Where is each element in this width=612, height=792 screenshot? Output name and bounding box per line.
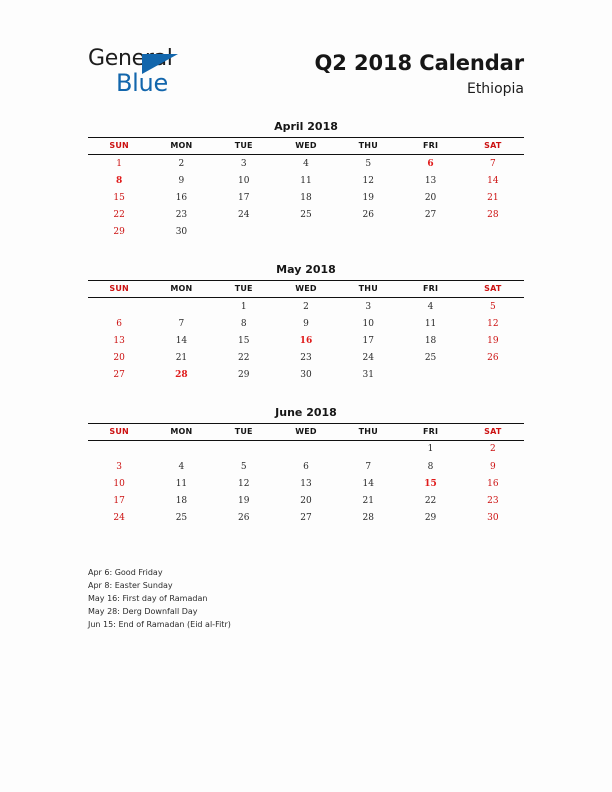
- month-block: [88, 406, 524, 527]
- day-cell[interactable]: 8: [240, 318, 247, 329]
- day-cell[interactable]: 13: [300, 478, 312, 489]
- day-cell[interactable]: 7: [489, 158, 496, 169]
- week-row: [88, 315, 524, 332]
- logo-text-general: General: [88, 46, 173, 71]
- day-cell[interactable]: 29: [113, 227, 125, 238]
- day-cell-empty: [88, 440, 150, 458]
- day-cell-empty: [213, 224, 275, 241]
- day-cell[interactable]: 14: [362, 478, 374, 489]
- day-cell[interactable]: 18: [300, 192, 312, 203]
- calendar-months: [88, 120, 524, 549]
- day-cell[interactable]: 7: [365, 461, 372, 472]
- day-cell[interactable]: 10: [362, 318, 374, 329]
- holiday-entry: Jun 15: End of Ramadan (Eid al-Fitr): [88, 620, 231, 629]
- day-cell[interactable]: 23: [487, 496, 499, 507]
- day-cell[interactable]: 16: [299, 335, 313, 346]
- day-cell[interactable]: 5: [240, 461, 247, 472]
- day-cell[interactable]: 27: [300, 513, 312, 524]
- month-title: April 2018: [274, 120, 338, 133]
- weekday-header-thu: THU: [337, 423, 399, 440]
- weekday-header-tue: TUE: [213, 423, 275, 440]
- day-cell[interactable]: 10: [113, 478, 125, 489]
- month-block: [88, 263, 524, 384]
- weekday-header-sat: SAT: [462, 280, 524, 297]
- day-cell[interactable]: 12: [487, 318, 499, 329]
- day-cell[interactable]: 12: [237, 478, 250, 489]
- day-cell[interactable]: 21: [362, 496, 374, 507]
- weekday-header-sun: SUN: [88, 138, 150, 155]
- day-cell[interactable]: 15: [424, 478, 437, 489]
- day-cell[interactable]: 2: [303, 301, 309, 312]
- day-cell[interactable]: 30: [175, 227, 188, 238]
- holiday-legend: [88, 566, 468, 631]
- weekday-header-wed: WED: [275, 423, 337, 440]
- weekday-header-row: [88, 138, 524, 155]
- week-row: [88, 207, 524, 224]
- day-cell-empty: [150, 297, 212, 315]
- weekday-header-row: [88, 423, 524, 440]
- week-row: [88, 475, 524, 492]
- weekday-header-wed: WED: [275, 280, 337, 297]
- day-cell[interactable]: 22: [424, 496, 437, 507]
- day-cell[interactable]: 15: [237, 335, 250, 346]
- week-row: [88, 492, 524, 509]
- day-cell[interactable]: 16: [175, 192, 188, 203]
- month-grid: [88, 280, 524, 384]
- page-subtitle-country: Ethiopia: [466, 81, 524, 97]
- week-row: [88, 350, 524, 367]
- weekday-header-fri: FRI: [399, 280, 461, 297]
- day-cell[interactable]: 26: [237, 513, 250, 524]
- day-cell[interactable]: 29: [424, 513, 437, 524]
- day-cell-empty: [213, 440, 275, 458]
- page-header: [0, 0, 612, 118]
- day-cell-empty: [462, 224, 524, 241]
- week-row: [88, 510, 524, 527]
- day-cell[interactable]: 10: [237, 175, 250, 186]
- day-cell[interactable]: 27: [113, 370, 125, 381]
- day-cell[interactable]: 26: [487, 353, 499, 364]
- week-row: [88, 440, 524, 458]
- day-cell[interactable]: 8: [116, 175, 123, 186]
- day-cell[interactable]: 4: [427, 301, 434, 312]
- day-cell[interactable]: 11: [300, 175, 312, 186]
- month-block: [88, 120, 524, 241]
- weekday-header-fri: FRI: [399, 423, 461, 440]
- day-cell[interactable]: 24: [237, 210, 250, 221]
- weekday-header-thu: THU: [337, 138, 399, 155]
- week-row: [88, 189, 524, 206]
- weekday-header-sun: SUN: [88, 423, 150, 440]
- month-title: June 2018: [275, 405, 337, 419]
- day-cell[interactable]: 13: [424, 175, 437, 186]
- holiday-entry: Apr 8: Easter Sunday: [88, 581, 173, 590]
- day-cell[interactable]: 3: [116, 461, 122, 472]
- weekday-header-row: [88, 280, 524, 297]
- day-cell[interactable]: 9: [303, 318, 309, 329]
- day-cell[interactable]: 28: [362, 513, 374, 524]
- week-row: [88, 155, 524, 173]
- day-cell-empty: [337, 224, 399, 241]
- day-cell[interactable]: 26: [362, 210, 374, 221]
- day-cell[interactable]: 20: [300, 496, 312, 507]
- weekday-header-wed: WED: [275, 138, 337, 155]
- day-cell[interactable]: 23: [175, 210, 188, 221]
- day-cell[interactable]: 30: [300, 370, 312, 381]
- holiday-entry: May 16: First day of Ramadan: [88, 594, 208, 603]
- day-cell-empty: [275, 224, 337, 241]
- month-grid: [88, 423, 524, 527]
- day-cell[interactable]: 21: [175, 353, 188, 364]
- day-cell[interactable]: 14: [487, 175, 499, 186]
- day-cell[interactable]: 28: [487, 210, 499, 221]
- day-cell[interactable]: 15: [113, 192, 125, 203]
- weekday-header-fri: FRI: [399, 138, 461, 155]
- day-cell[interactable]: 21: [487, 192, 499, 203]
- day-cell[interactable]: 1: [116, 158, 122, 169]
- weekday-header-sat: SAT: [462, 423, 524, 440]
- day-cell[interactable]: 20: [113, 353, 125, 364]
- weekday-header-tue: TUE: [213, 138, 275, 155]
- day-cell[interactable]: 31: [362, 370, 374, 381]
- day-cell[interactable]: 1: [240, 301, 247, 312]
- day-cell-empty: [337, 440, 399, 458]
- day-cell[interactable]: 17: [362, 335, 374, 346]
- day-cell[interactable]: 5: [489, 301, 496, 312]
- day-cell-empty: [399, 367, 461, 384]
- day-cell[interactable]: 22: [237, 353, 250, 364]
- logo-text-blue: Blue: [116, 69, 168, 97]
- weekday-header-sun: SUN: [88, 280, 150, 297]
- weekday-header-thu: THU: [337, 280, 399, 297]
- day-cell[interactable]: 18: [175, 496, 188, 507]
- day-cell[interactable]: 24: [113, 513, 125, 524]
- day-cell[interactable]: 17: [237, 192, 250, 203]
- day-cell[interactable]: 16: [487, 478, 499, 489]
- day-cell[interactable]: 19: [487, 335, 499, 346]
- general-blue-logo: [88, 46, 288, 98]
- day-cell[interactable]: 27: [424, 210, 437, 221]
- day-cell[interactable]: 14: [175, 335, 188, 346]
- day-cell[interactable]: 8: [427, 461, 434, 472]
- week-row: [88, 224, 524, 241]
- day-cell-empty: [462, 367, 524, 384]
- day-cell-empty: [399, 224, 461, 241]
- day-cell[interactable]: 25: [424, 353, 437, 364]
- day-cell[interactable]: 20: [424, 192, 437, 203]
- day-cell[interactable]: 25: [175, 513, 188, 524]
- day-cell[interactable]: 2: [489, 444, 496, 455]
- day-cell[interactable]: 11: [175, 478, 188, 489]
- day-cell[interactable]: 19: [362, 192, 374, 203]
- page-title: Q2 2018 Calendar: [314, 51, 524, 75]
- weekday-header-sat: SAT: [462, 138, 524, 155]
- month-title: May 2018: [276, 262, 336, 276]
- day-cell[interactable]: 9: [178, 175, 185, 186]
- day-cell[interactable]: 9: [489, 461, 496, 472]
- day-cell[interactable]: 17: [113, 496, 125, 507]
- day-cell[interactable]: 3: [240, 158, 247, 169]
- weekday-header-mon: MON: [150, 423, 212, 440]
- day-cell[interactable]: 6: [427, 158, 434, 169]
- day-cell[interactable]: 6: [116, 318, 122, 329]
- day-cell[interactable]: 11: [424, 318, 437, 329]
- day-cell[interactable]: 28: [175, 370, 188, 381]
- day-cell[interactable]: 30: [487, 513, 499, 524]
- day-cell[interactable]: 5: [365, 158, 372, 169]
- day-cell-empty: [275, 440, 337, 458]
- day-cell[interactable]: 1: [427, 444, 434, 455]
- day-cell[interactable]: 12: [362, 175, 374, 186]
- month-grid: [88, 137, 524, 241]
- weekday-header-mon: MON: [150, 138, 212, 155]
- week-row: [88, 332, 524, 349]
- holiday-entry: May 28: Derg Downfall Day: [88, 607, 198, 616]
- day-cell[interactable]: 3: [365, 301, 372, 312]
- weekday-header-tue: TUE: [213, 280, 275, 297]
- day-cell[interactable]: 25: [300, 210, 312, 221]
- day-cell[interactable]: 18: [424, 335, 437, 346]
- day-cell[interactable]: 13: [113, 335, 125, 346]
- day-cell-empty: [88, 297, 150, 315]
- day-cell[interactable]: 22: [113, 210, 125, 221]
- day-cell[interactable]: 29: [237, 370, 250, 381]
- week-row: [88, 458, 524, 475]
- holiday-entry: Apr 6: Good Friday: [88, 568, 163, 577]
- title-block: [315, 50, 524, 99]
- day-cell[interactable]: 4: [178, 461, 185, 472]
- week-row: [88, 297, 524, 315]
- day-cell[interactable]: 6: [303, 461, 309, 472]
- day-cell[interactable]: 4: [303, 158, 309, 169]
- day-cell[interactable]: 2: [178, 158, 185, 169]
- weekday-header-mon: MON: [150, 280, 212, 297]
- day-cell[interactable]: 7: [178, 318, 185, 329]
- day-cell[interactable]: 19: [237, 496, 250, 507]
- week-row: [88, 172, 524, 189]
- day-cell-empty: [150, 440, 212, 458]
- day-cell[interactable]: 24: [362, 353, 374, 364]
- day-cell[interactable]: 23: [300, 353, 312, 364]
- week-row: [88, 367, 524, 384]
